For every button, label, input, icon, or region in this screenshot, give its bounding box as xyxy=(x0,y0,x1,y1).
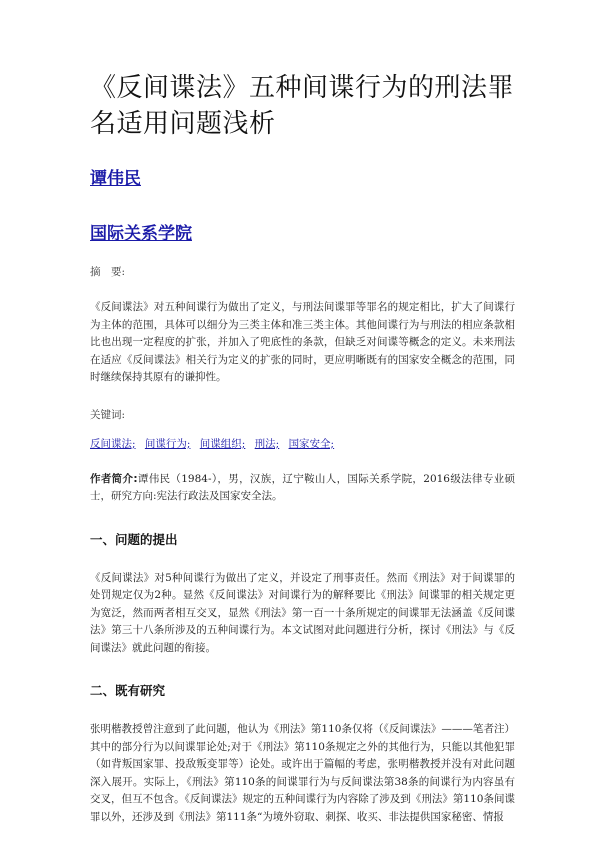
bio-label: 作者简介: xyxy=(90,472,138,485)
author-bio xyxy=(90,471,515,506)
section-heading: 二、既有研究 xyxy=(90,683,166,698)
section-paragraph: 张明楷教授曾注意到了此问题，他认为《刑法》第110条仅将（《反间谍法》———笔者注）其中的部分行为以间谍罪论处;对于《刑法》第110条规定之外的其他行为，只能以其他犯罪（如背叛国家罪、投敌叛变罪等）论处。或许出于篇幅的考虑，张明楷教授并没有对此问题深入展开。实际上，《刑法》第110条的间谍罪行为与反间谍法第38条的间谍行为内容虽有交叉，但互不包含。《反间谍法》规定的五种间谍行为内容除了涉及到《刑法》第110条间谍罪以外，还涉及到《刑法》第111条“为境外窃取、刺探、收买、非法提供国家秘密、情报 xyxy=(90,723,515,823)
keywords-label: 关键词: xyxy=(90,408,126,421)
keyword-link[interactable]: 反间谍法; xyxy=(90,437,136,450)
bio-text: 谭伟民（1984-），男，汉族，辽宁鞍山人，国际关系学院，2016级法律专业硕士，研究方向:宪法行政法及国家安全法。 xyxy=(90,472,515,502)
institution-link[interactable]: 国际关系学院 xyxy=(90,224,192,244)
page-title: 《反间谍法》五种间谍行为的刑法罪名适用问题浅析 xyxy=(90,73,515,139)
keyword-link[interactable]: 间谍组织; xyxy=(199,437,246,450)
abstract-text: 《反间谍法》对五种间谍行为做出了定义，与刑法间谍罪等罪名的规定相比，扩大了间谍行为主体的范围，具体可以细分为三类主体和准三类主体。其他间谍行为与刑法的相应条款相比也出现一定程度的扩张，并加入了兜底性的条款，但缺乏对间谍等概念的定义。未来刑法在适应《反间谍法》相关行为定义的扩张的同时，更应明晰既有的国家安全概念的范围，同时继续保持其原有的谦抑性。 xyxy=(90,301,515,383)
keyword-link[interactable]: 刑法; xyxy=(254,437,280,450)
keyword-link[interactable]: 国家安全; xyxy=(288,437,335,450)
document-page xyxy=(90,70,515,826)
abstract-label: 摘 要: xyxy=(90,266,126,278)
keyword-list xyxy=(90,436,515,451)
section-heading: 一、问题的提出 xyxy=(90,531,178,547)
author-link[interactable]: 谭伟民 xyxy=(90,169,141,189)
section-paragraph: 《反间谍法》对5种间谍行为做出了定义，并设定了刑事责任。然而《刑法》对于间谍罪的处罚规定仅为2种。显然《反间谍法》对间谍行为的解释要比《刑法》间谍罪的相关规定更为宽泛，然而两者相互交叉，显然《刑法》第一百一十条所规定的间谍罪无法涵盖《反间谍法》第三十八条所涉及的五种间谍行为。本文试图对此问题进行分析，探讨《刑法》与《反间谍法》就此问题的衔接。 xyxy=(90,571,515,654)
keyword-link[interactable]: 间谍行为; xyxy=(144,437,191,450)
